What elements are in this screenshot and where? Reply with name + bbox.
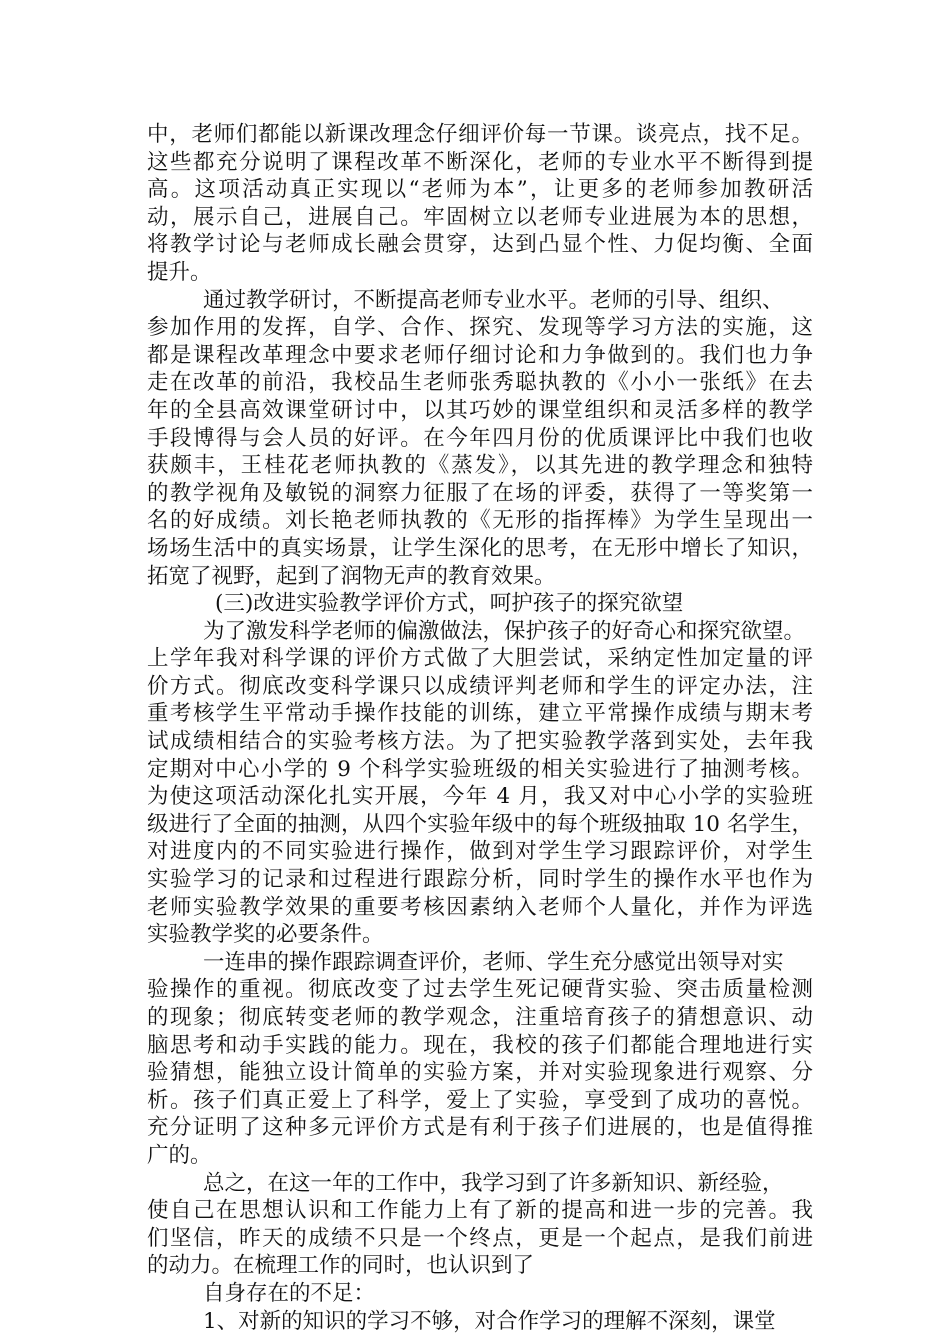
text-line: 场场生活中的真实场景，让学生深化的思考，在无形中增长了知识， — [147, 535, 813, 561]
text-line: 上学年我对科学课的评价方式做了大胆尝试，采纳定性加定量的评 — [147, 646, 813, 672]
list-item: 1、对新的知识的学习不够，对合作学习的理解不深刻，课堂 — [203, 1308, 776, 1334]
text-line: 实验教学奖的必要条件。 — [147, 922, 384, 948]
text-line: 对进度内的不同实验进行操作，做到对学生学习跟踪评价，对学生 — [147, 839, 813, 865]
text-line: 中，老师们都能以新课改理念仔细评价每一节课。谈亮点，找不足。 — [147, 122, 813, 147]
text-line: 的动力。在梳理工作的同时，也认识到了 — [147, 1253, 535, 1279]
text-line: 提升。 — [147, 259, 212, 285]
text-line: 都是课程改革理念中要求老师仔细讨论和力争做到的。我们也力争 — [147, 342, 813, 368]
text-line: 走在改革的前沿，我校品生老师张秀聪执教的《小小一张纸》在去 — [147, 370, 813, 396]
text-line: 手段博得与会人员的好评。在今年四月份的优质课评比中我们也收 — [147, 425, 813, 451]
text-line: 参加作用的发挥，自学、合作、探究、发现等学习方法的实施，这 — [147, 315, 813, 341]
text-line: 高。这项活动真正实现以“老师为本”，让更多的老师参加教研活 — [147, 177, 813, 203]
text-line: 析。孩子们真正爱上了科学，爱上了实验，享受到了成功的喜悦。 — [147, 1087, 813, 1113]
section-heading: (三)改进实验教学评价方式，呵护孩子的探究欲望 — [215, 591, 684, 617]
text-line: 拓宽了视野，起到了润物无声的教育效果。 — [147, 563, 556, 589]
text-line: 的现象；彻底转变老师的教学观念，注重培育孩子的猜想意识、动 — [147, 1005, 813, 1030]
text-line: 脑思考和动手实践的能力。现在，我校的孩子们都能合理地进行实 — [147, 1032, 813, 1058]
text-line: 们坚信，昨天的成绩不只是一个终点，更是一个起点，是我们前进 — [147, 1225, 813, 1251]
document-page — [147, 121, 813, 1335]
text-line: 验猜想，能独立设计简单的实验方案，并对实验现象进行观察、分 — [147, 1060, 813, 1086]
text-line: 老师实验教学效果的重要考核因素纳入老师个人量化，并作为评选 — [147, 894, 813, 920]
text-line: 动，展示自己，进展自己。牢固树立以老师专业进展为本的思想， — [147, 204, 813, 230]
text-line: 使自己在思想认识和工作能力上有了新的提高和进一步的完善。我 — [147, 1198, 813, 1224]
text-line: 广的。 — [147, 1142, 212, 1168]
text-line: 为使这项活动深化扎实开展，今年 4 月，我又对中心小学的实验班 — [147, 784, 813, 810]
text-line: 价方式。彻底改变科学课只以成绩评判老师和学生的评定办法，注 — [147, 673, 813, 699]
text-line: 一连串的操作跟踪调查评价，老师、学生充分感觉出领导对实 — [203, 949, 784, 975]
text-line: 验操作的重视。彻底改变了过去学生死记硬背实验、突击质量检测 — [147, 977, 813, 1003]
text-line: 获颇丰，王桂花老师执教的《蒸发》，以其先进的教学理念和独特 — [147, 453, 813, 479]
text-line: 级进行了全面的抽测，从四个实验年级中的每个班级抽取 10 名学生， — [147, 811, 813, 837]
text-line: 名的好成绩。刘长艳老师执教的《无形的指挥棒》为学生呈现出一 — [147, 508, 813, 534]
text-line: 年的全县高效课堂研讨中，以其巧妙的课堂组织和灵活多样的教学 — [147, 397, 813, 423]
text-line: 自身存在的不足： — [203, 1280, 376, 1306]
text-line: 的教学视角及敏锐的洞察力征服了在场的评委，获得了一等奖第一 — [147, 480, 813, 506]
text-line: 重考核学生平常动手操作技能的训练，建立平常操作成绩与期末考 — [147, 701, 813, 727]
text-line: 定期对中心小学的 9 个科学实验班级的相关实验进行了抽测考核。 — [147, 756, 813, 782]
text-line: 将教学讨论与老师成长融会贯穿，达到凸显个性、力促均衡、全面 — [147, 232, 813, 258]
text-line: 通过教学研讨，不断提高老师专业水平。老师的引导、组织、 — [203, 287, 784, 313]
text-line: 为了激发科学老师的偏激做法，保护孩子的好奇心和探究欲望。 — [203, 618, 806, 644]
text-line: 总之，在这一年的工作中，我学习到了许多新知识、新经验， — [203, 1170, 784, 1196]
text-line: 充分证明了这种多元评价方式是有利于孩子们进展的，也是值得推 — [147, 1115, 813, 1141]
text-line: 试成绩相结合的实验考核方法。为了把实验教学落到实处，去年我 — [147, 729, 813, 755]
text-line: 这些都充分说明了课程改革不断深化，老师的专业水平不断得到提 — [147, 149, 813, 175]
text-line: 实验学习的记录和过程进行跟踪分析，同时学生的操作水平也作为 — [147, 867, 813, 893]
